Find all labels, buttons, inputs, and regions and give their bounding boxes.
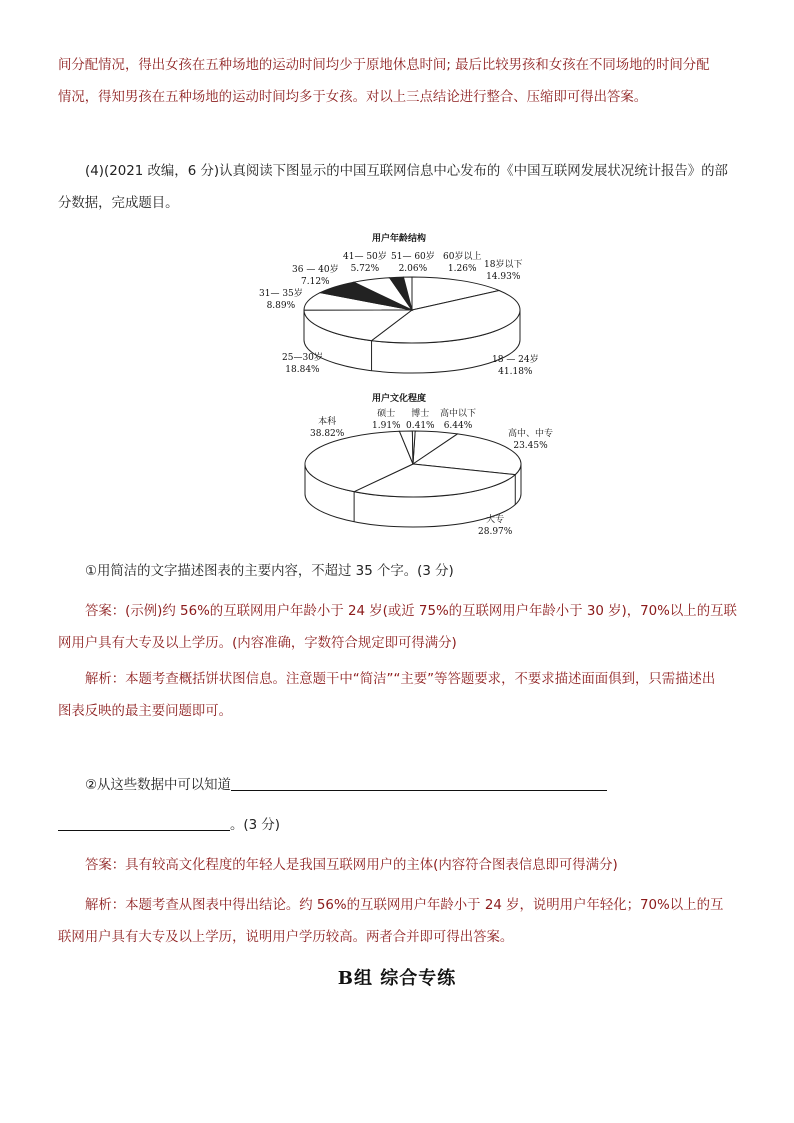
q2-answer-text: 答案：具有较高文化程度的年轻人是我国互联网用户的主体(内容符合图表信息即可得满分) (85, 858, 618, 873)
pie-label-name: 高中以下 (440, 409, 477, 419)
pie-label-value: 1.91% (372, 421, 401, 431)
intro-line-2: 情况，得知男孩在五种场地的运动时间均多于女孩。对以上三点结论进行整合、压缩即可得出答案。 (58, 90, 648, 105)
pie-label-value: 1.26% (447, 264, 477, 274)
q2-line-2 (58, 810, 738, 842)
pie-label-1-1 (508, 428, 553, 452)
q2-prefix: ②从这些数据中可以知道 (85, 778, 231, 793)
pie-label-1-3 (310, 416, 344, 440)
question-4-line-2: 分数据，完成题目。 (58, 196, 179, 211)
pie-label-1-5 (406, 408, 435, 432)
q1-analysis-line-2: 图表反映的最主要问题即可。 (58, 704, 233, 719)
q2-answer-blank-2[interactable] (58, 816, 230, 831)
q2-analysis (58, 890, 738, 954)
pie-label-name: 18岁以下 (484, 260, 523, 270)
section-title: B组 综合专练 (337, 968, 457, 989)
q2-answer (58, 850, 738, 882)
education-pie-svg (0, 0, 794, 560)
pie-label-name: 51— 60岁 (391, 252, 435, 262)
pie-label-name: 60岁以上 (443, 252, 482, 262)
pie-label-name: 25—30岁 (282, 353, 323, 363)
q2-line-1 (58, 770, 738, 802)
pie-label-value: 38.82% (310, 429, 345, 439)
pie-label-1-4 (372, 408, 401, 432)
pie-label-name: 博士 (411, 409, 430, 419)
q1-answer-line-1: 答案：(示例)约 56%的互联网用户年龄小于 24 岁(或近 75%的互联网用户年龄小于 30 岁)，70%以上的互联 (85, 604, 737, 619)
age-chart-title: 用户年龄结构 (372, 234, 427, 244)
pie-label-name: 36 — 40岁 (292, 265, 339, 275)
pie-label-value: 28.97% (478, 527, 513, 537)
pie-label-name: 31— 35岁 (259, 289, 303, 299)
pie-label-1-2 (478, 514, 512, 538)
education-chart-title: 用户文化程度 (372, 394, 427, 404)
q2-analysis-line-1: 解析：本题考查从图表中得出结论。约 56%的互联网用户年龄小于 24 岁，说明用户年轻化；70%以上的互 (85, 898, 724, 913)
q1-answer (58, 596, 738, 660)
pie-label-value: 2.06% (398, 264, 428, 274)
pie-label-value: 5.72% (350, 264, 380, 274)
pie-label-1-0 (440, 408, 476, 432)
pie-label-name: 18 — 24岁 (492, 355, 539, 365)
pie-label-value: 14.93% (486, 272, 521, 282)
pie-label-value: 41.18% (498, 367, 533, 377)
pie-label-name: 大专 (486, 515, 505, 525)
q1-text (58, 556, 738, 588)
pie-label-name: 硕士 (377, 409, 396, 419)
q2-suffix: 。(3 分) (230, 818, 281, 833)
pie-label-name: 高中、中专 (508, 429, 554, 439)
q1-analysis (58, 664, 738, 728)
pie-label-value: 8.89% (266, 301, 296, 311)
pie-label-value: 18.84% (285, 365, 320, 375)
q1-answer-line-2: 网用户具有大专及以上学历。(内容准确，字数符合规定即可得满分) (58, 636, 457, 651)
pie-label-name: 本科 (318, 417, 337, 427)
q2-analysis-line-2: 联网用户具有大专及以上学历，说明用户学历较高。两者合并即可得出答案。 (58, 930, 514, 945)
q1-analysis-line-1: 解析：本题考查概括饼状图信息。注意题干中“简洁”“主要”等答题要求，不要求描述面面俱到，只需描述出 (85, 672, 716, 687)
intro-line-1: 间分配情况，得出女孩在五种场地的运动时间均少于原地休息时间; 最后比较男孩和女孩在不同场地的时间分配 (58, 58, 710, 73)
q2-answer-blank-1[interactable] (231, 776, 607, 791)
pie-label-value: 23.45% (513, 441, 548, 451)
pie-label-value: 7.12% (301, 277, 330, 287)
pie-label-value: 0.41% (406, 421, 435, 431)
question-4-line-1: (4)(2021 改编，6 分)认真阅读下图显示的中国互联网信息中心发布的《中国互联网发展状况统计报告》的部 (85, 164, 728, 179)
q1-prompt: ①用简洁的文字描述图表的主要内容，不超过 35 个字。(3 分) (85, 564, 454, 579)
pie-label-value: 6.44% (443, 421, 473, 431)
pie-label-name: 41— 50岁 (343, 252, 387, 262)
